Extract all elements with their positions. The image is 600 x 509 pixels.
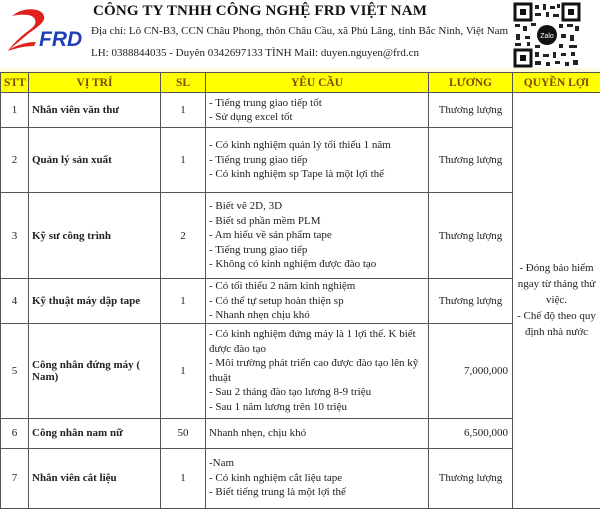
row-position: Công nhân nam nữ xyxy=(29,418,161,448)
row-quantity: 50 xyxy=(161,418,206,448)
row-quantity: 1 xyxy=(161,323,206,418)
company-header xyxy=(0,0,600,70)
row-requirements xyxy=(206,448,429,508)
column-header-requirements: YÊU CẦU xyxy=(206,73,429,93)
column-header-position: VỊ TRÍ xyxy=(29,73,161,93)
requirement-line: - Biết sd phần mềm PLM xyxy=(209,214,425,229)
table-header-row xyxy=(1,73,600,93)
benefit-line: - Chế độ theo quy định nhà nước xyxy=(516,308,597,340)
requirement-line: - Có kinh nghiệm sp Tape là một lợi thế xyxy=(209,167,425,182)
frd-logo-icon xyxy=(6,6,84,52)
company-contact: LH: 0388844035 - Duyên 0342697133 TÌNH Mail: duyen.nguyen@frd.cn xyxy=(91,47,419,59)
row-salary: 7,000,000 xyxy=(429,323,513,418)
company-name: CÔNG TY TNHH CÔNG NGHỆ FRD VIỆT NAM xyxy=(93,3,427,20)
row-stt: 1 xyxy=(1,93,29,128)
row-stt: 2 xyxy=(1,128,29,193)
row-stt: 3 xyxy=(1,193,29,279)
row-stt: 5 xyxy=(1,323,29,418)
row-quantity: 2 xyxy=(161,193,206,279)
row-requirements xyxy=(206,279,429,324)
row-position: Quản lý sản xuất xyxy=(29,128,161,193)
row-requirements xyxy=(206,93,429,128)
requirement-line: - Có thể tự setup hoàn thiện sp xyxy=(209,294,425,309)
row-salary: Thương lượng xyxy=(429,93,513,128)
requirement-line: - Có kinh nghiệm đứng máy là 1 lợi thế. K biết được đào tạo xyxy=(209,327,425,356)
row-salary: Thương lượng xyxy=(429,193,513,279)
requirement-line: - Không có kinh nghiệm được đào tạo xyxy=(209,257,425,272)
row-position: Kỹ thuật máy dập tape xyxy=(29,279,161,324)
row-position: Nhân viên cắt liệu xyxy=(29,448,161,508)
column-header-stt: STT xyxy=(1,73,29,93)
job-listing-table xyxy=(0,72,600,509)
row-salary: Thương lượng xyxy=(429,128,513,193)
row-position: Công nhân đứng máy ( Nam) xyxy=(29,323,161,418)
row-salary: Thương lượng xyxy=(429,448,513,508)
requirement-line: - Biết vẽ 2D, 3D xyxy=(209,199,425,214)
requirement-line: -Nam xyxy=(209,456,425,471)
requirement-line: - Có kinh nghiệm quản lý tối thiểu 1 năm xyxy=(209,138,425,153)
qr-code-icon xyxy=(513,2,581,68)
benefits-cell xyxy=(513,93,600,509)
table-row xyxy=(1,323,600,418)
requirement-line: - Có tối thiểu 2 năm kinh nghiệm xyxy=(209,279,425,294)
table-row xyxy=(1,128,600,193)
table-row xyxy=(1,418,600,448)
requirement-line: - Nhanh nhẹn chịu khó xyxy=(209,308,425,323)
requirement-line: - Tiếng trung giao tiếp tốt xyxy=(209,96,425,111)
requirement-line: - Tiếng trung giao tiếp xyxy=(209,243,425,258)
row-requirements xyxy=(206,418,429,448)
row-position: Kỹ sư công trình xyxy=(29,193,161,279)
table-row xyxy=(1,93,600,128)
row-position: Nhân viên văn thư xyxy=(29,93,161,128)
table-row xyxy=(1,448,600,508)
table-row xyxy=(1,193,600,279)
requirement-line: - Sử dụng excel tốt xyxy=(209,110,425,125)
column-header-benefits: QUYỀN LỢI xyxy=(513,73,600,93)
row-quantity: 1 xyxy=(161,128,206,193)
requirement-line: - Am hiểu về sản phẩm tape xyxy=(209,228,425,243)
row-salary: Thương lượng xyxy=(429,279,513,324)
column-header-quantity: SL xyxy=(161,73,206,93)
table-row xyxy=(1,279,600,324)
requirement-line: - Tiếng trung giao tiếp xyxy=(209,153,425,168)
row-quantity: 1 xyxy=(161,93,206,128)
row-quantity: 1 xyxy=(161,448,206,508)
column-header-salary: LƯƠNG xyxy=(429,73,513,93)
requirement-line: - Biết tiếng trung là một lợi thế xyxy=(209,485,425,500)
row-requirements xyxy=(206,128,429,193)
svg-text:FRD: FRD xyxy=(39,28,82,51)
row-salary: 6,500,000 xyxy=(429,418,513,448)
requirement-line: - Có kinh nghiệm cắt liệu tape xyxy=(209,471,425,486)
row-stt: 6 xyxy=(1,418,29,448)
row-requirements xyxy=(206,323,429,418)
row-requirements xyxy=(206,193,429,279)
requirement-line: - Sau 1 năm lương trên 10 triệu xyxy=(209,400,425,415)
svg-text:Zalo: Zalo xyxy=(540,33,554,40)
row-stt: 4 xyxy=(1,279,29,324)
requirement-line: - Sau 2 tháng đào tạo lương 8-9 triệu xyxy=(209,385,425,400)
company-address: Địa chỉ: Lô CN-B3, CCN Châu Phong, thôn Châu Cầu, xã Phù Lãng, tỉnh Bắc Ninh, Việt Nam xyxy=(91,25,508,37)
benefit-line: - Đóng bảo hiểm ngay từ tháng thử việc. xyxy=(516,260,597,308)
requirement-line: - Môi trường phát triển cao được đào tạo lên kỹ thuật xyxy=(209,356,425,385)
row-stt: 7 xyxy=(1,448,29,508)
requirement-line: Nhanh nhẹn, chịu khó xyxy=(209,426,425,441)
row-quantity: 1 xyxy=(161,279,206,324)
